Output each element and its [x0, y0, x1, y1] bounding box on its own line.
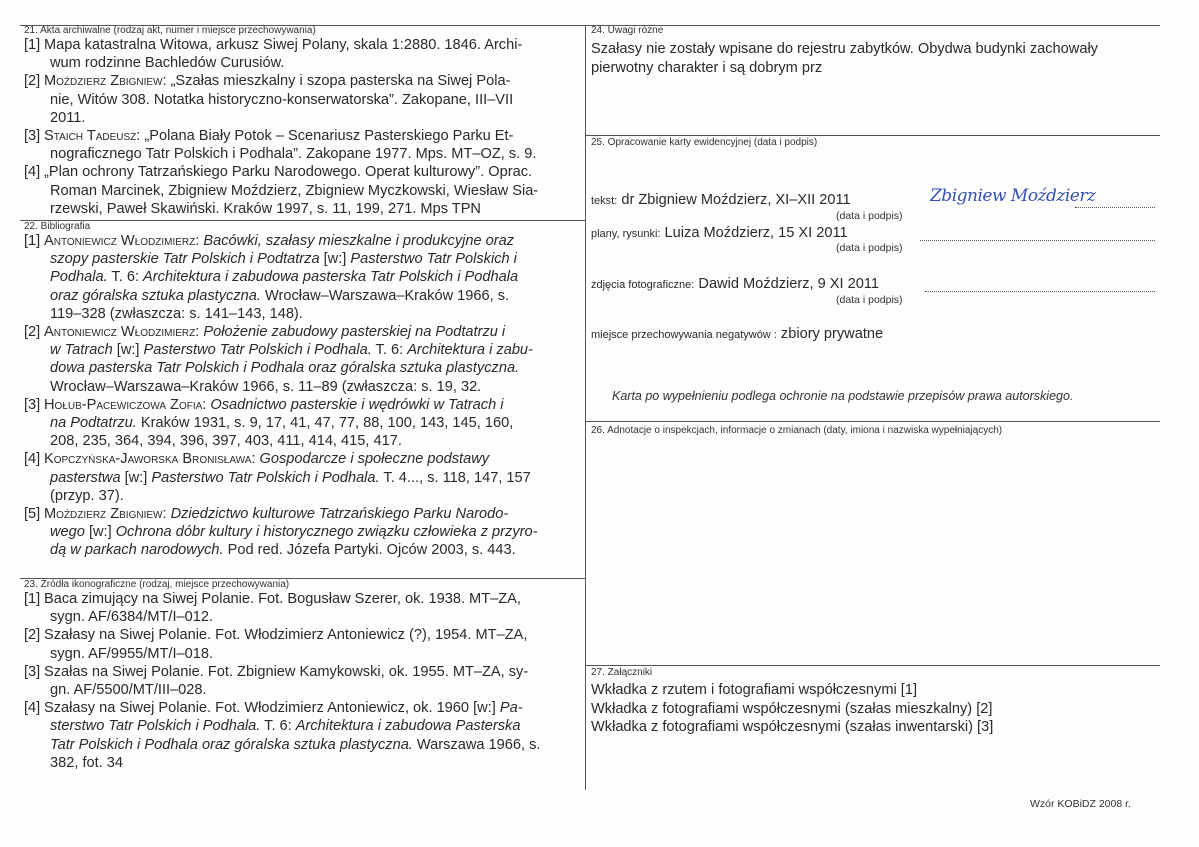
- credit-plans-label: plany, rysunki:: [591, 228, 661, 240]
- iconographic-entry-1: [1] Baca zimujący na Siwej Polanie. Fot. Bogusław Szerer, ok. 1938. MT–ZA, sygn. AF/6384/MT/I–012.: [24, 591, 521, 626]
- credit-photos-value: Dawid Moździerz, 9 XI 2011: [694, 276, 880, 292]
- bibliography-entry-4: [4] Kopczyńska-Jaworska Bronisława: Gospodarcze i społeczne podstawy pasterstwa [w:] Pasterstwo Tatr Polskich i Podhala. T. 4..., s. 118, 147, 157 (przyp. 37).: [24, 451, 531, 504]
- rule-25: [586, 135, 1160, 136]
- section-22-header: 22. Bibliografia: [24, 221, 91, 232]
- negatives-label: miejsce przechowywania negatywów :: [591, 329, 777, 341]
- section-23-header: 23. Źródła ikonograficzne (rodzaj, miejsce przechowywania): [24, 579, 290, 590]
- section-27-header: 27. Załączniki: [591, 667, 653, 678]
- credit-text-row: [591, 192, 851, 208]
- rule-26: [586, 421, 1160, 422]
- credit-plans-row: [591, 225, 848, 241]
- signature-line-text: [1075, 206, 1155, 208]
- section-24-remarks: [591, 25, 1156, 77]
- archive-entry-4: [4] „Plan ochrony Tatrzańskiego Parku Narodowego. Operat kulturowy”. Oprac. Roman Marcinek, Zbigniew Moździerz, Zbigniew Myczkowski, Wiesław Sia- rzewski, Paweł Skawiński. Kraków 1997, s. 11, 199, 271. Mps TPN: [24, 164, 539, 217]
- credit-text-label: tekst:: [591, 195, 618, 207]
- handwritten-signature: Zbigniew Moździerz: [930, 186, 1096, 206]
- iconographic-entry-3: [3] Szałas na Siwej Polanie. Fot. Zbigniew Kamykowski, ok. 1955. MT–ZA, sy- gn. AF/5500/MT/III–028.: [24, 663, 529, 699]
- attachment-item-2: Wkładka z fotografiami współczesnymi (szałas mieszkalny) [2]: [591, 700, 993, 717]
- iconographic-entry-4: [4] Szałasy na Siwej Polanie. Fot. Włodzimierz Antoniewicz, ok. 1960 [w:] Pa- sterstwo Tatr Polskich i Podhala. T. 6: Architektura i zabudowa Pasterska Tatr Polskich i Podhala oraz góralska sztuka plastyczna. Warszawa 1966, s. 382, fot. 34: [24, 700, 541, 771]
- section-26-header: 26. Adnotacje o inspekcjach, informacje o zmianach (daty, imiona i nazwiska wypełniających): [591, 425, 1003, 436]
- bibliography-entry-3: [3] Hołub-Pacewiczowa Zofia: Osadnictwo pasterskie i wędrówki w Tatrach i na Podtatrzu. Kraków 1931, s. 9, 17, 41, 47, 77, 88, 100, 143, 145, 160, 208, 235, 364, 394, 396, 397, 403, 411, 414, 415, 417.: [24, 396, 514, 450]
- section-23-iconographic-sources: [24, 579, 584, 772]
- signature-line-photos: [925, 290, 1155, 292]
- date-sig-caption-1: (data i podpis): [836, 210, 903, 222]
- section-25-header: 25. Opracowanie karty ewidencyjnej (data i podpis): [591, 137, 818, 148]
- column-divider: [585, 25, 586, 790]
- attachment-item-1: Wkładka z rzutem i fotografiami współczesnymi [1]: [591, 682, 918, 698]
- credit-photos-label: zdjęcia fotograficzne:: [591, 279, 695, 291]
- attachment-item-3: Wkładka z fotografiami współczesnymi (szałas inwentarski) [3]: [591, 719, 994, 735]
- bibliography-entry-2: [2] Antoniewicz Włodzimierz: Położenie zabudowy pasterskiej na Podtatrzu i w Tatrach [w:] Pasterstwo Tatr Polskich i Podhala. T. 6: Architektura i zabu- dowa pasterska Tatr Polskich i Podhala oraz góralska sztuka plastyczna. Wrocław–Warszawa–Kraków 1966, s. 11–89 (zwłaszcza: s. 19, 32.: [24, 324, 533, 395]
- credit-photos-row: [591, 276, 879, 292]
- rule-27: [586, 665, 1160, 666]
- section-24-header: 24. Uwagi różne: [591, 25, 664, 36]
- bibliography-entry-5: [5] Moździerz Zbigniew: Dziedzictwo kulturowe Tatrzańskiego Parku Narodo- wego [w:] Ochrona dóbr kultury i historycznego związku człowieka z przyro- dą w parkach narodowych. Pod red. Józefa Partyki. Ojców 2003, s. 443.: [24, 506, 538, 559]
- archive-entry-3: [3] Staich Tadeusz: „Polana Biały Potok – Scenariusz Pasterskiego Parku Et- nograficznego Tatr Polskich i Podhala”. Zakopane 1977. Mps. MT–OZ, s. 9.: [24, 128, 537, 163]
- section-21-header: 21. Akta archiwalne (rodzaj akt, numer i miejsce przechowywania): [24, 25, 316, 36]
- credit-plans-value: Luiza Moździerz, 15 XI 2011: [660, 225, 848, 241]
- bibliography-entry-1: [1] Antoniewicz Włodzimierz: Bacówki, szałasy mieszkalne i produkcyjne oraz szopy pasterskie Tatr Polskich i Podtatrza [w:] Pasterstwo Tatr Polskich i Podhala. T. 6: Architektura i zabudowa pasterska Tatr Polskich i Podhala oraz góralska sztuka plastyczna. Wrocław–Warszawa–Kraków 1966, s. 119–328 (zwłaszcza: s. 141–143, 148).: [24, 233, 519, 322]
- copyright-note: Karta po wypełnieniu podlega ochronie na podstawie przepisów prawa autorskiego.: [612, 389, 1074, 403]
- remarks-line-2: pierwotny charakter i są dobrym prz: [591, 59, 823, 76]
- credit-text-value: dr Zbigniew Moździerz, XI–XII 2011: [617, 192, 851, 208]
- archive-entry-1: [1] Mapa katastralna Witowa, arkusz Siwej Polany, skala 1:2880. 1846. Archi- wum rodzinne Bachledów Curusiów.: [24, 37, 523, 72]
- negatives-row: [591, 326, 883, 342]
- section-27-attachments: [591, 667, 1156, 737]
- form-footer: Wzór KOBiDZ 2008 r.: [1030, 798, 1131, 810]
- section-21-archives: [24, 25, 584, 218]
- signature-line-plans: [920, 239, 1155, 241]
- remarks-line-1: Szałasy nie zostały wpisane do rejestru zabytków. Obydwa budynki zachowały: [591, 41, 1098, 57]
- date-sig-caption-2: (data i podpis): [836, 242, 903, 254]
- archive-entry-2: [2] Moździerz Zbigniew: „Szałas mieszkalny i szopa pasterska na Siwej Pola- nie, Witów 308. Notatka historyczno-konserwatorska”. Zakopane, III–VII 2011.: [24, 73, 514, 126]
- date-sig-caption-3: (data i podpis): [836, 294, 903, 306]
- section-22-bibliography: [24, 221, 584, 560]
- iconographic-entry-2: [2] Szałasy na Siwej Polanie. Fot. Włodzimierz Antoniewicz (?), 1954. MT–ZA, sygn. AF/9955/MT/I–018.: [24, 627, 528, 662]
- negatives-value: zbiory prywatne: [776, 326, 884, 342]
